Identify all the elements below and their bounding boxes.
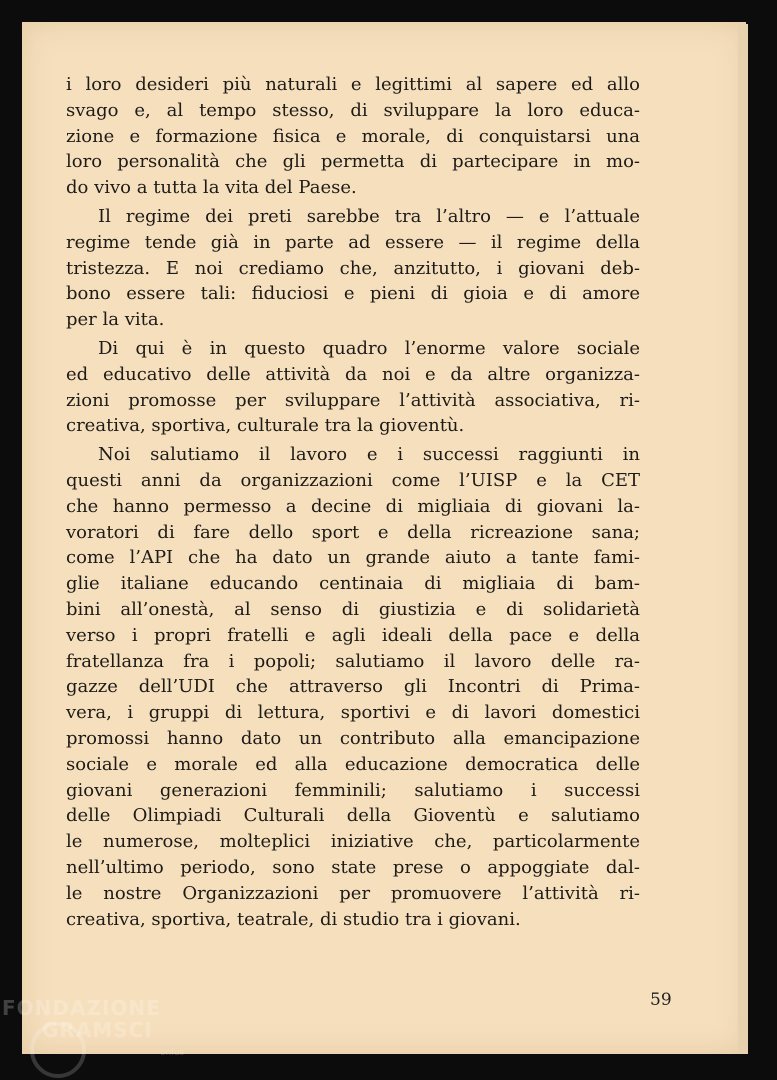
- text-line: nell’ultimo periodo, sono state prese o appoggiate dal-: [66, 856, 640, 878]
- text-line: giovani generazioni femminili; salutiamo i successi: [66, 779, 640, 801]
- page-number: 59: [650, 990, 672, 1010]
- text-line: ed educativo delle attività da noi e da altre organizza-: [66, 363, 640, 385]
- text-line: che hanno permesso a decine di migliaia di giovani la-: [66, 495, 640, 517]
- text-line: Noi salutiamo il lavoro e i successi raggiunti in: [98, 444, 640, 466]
- text-line: creativa, sportiva, culturale tra la gioventù.: [66, 415, 465, 437]
- text-line: le numerose, molteplici iniziative che, particolarmente: [66, 831, 640, 853]
- text-line: regime tende già in parte ad essere — il regime della: [66, 231, 640, 253]
- text-line: bono essere tali: fiduciosi e pieni di gioia e di amore: [66, 283, 640, 305]
- paragraph: [66, 442, 640, 932]
- watermark-line2: GRAMSCI: [42, 1018, 153, 1042]
- text-line: per la vita.: [66, 309, 165, 331]
- text-line: promossi hanno dato un contributo alla emancipazione: [66, 727, 640, 749]
- watermark-line1: FONDAZIONE: [2, 996, 161, 1020]
- text-line: glie italiane educando centinaia di migliaia di bam-: [66, 573, 640, 595]
- text-line: questi anni da organizzazioni come l’UISP e la CET: [66, 469, 640, 491]
- text-line: come l’API che ha dato un grande aiuto a tante fami-: [66, 547, 640, 569]
- text-line: tristezza. E noi crediamo che, anzitutto, i giovani deb-: [66, 257, 640, 279]
- text-line: gazze dell’UDI che attraverso gli Incontri di Prima-: [66, 676, 640, 698]
- text-line: zioni promosse per sviluppare l’attività associativa, ri-: [66, 389, 640, 411]
- text-line: bini all’onestà, al senso di giustizia e di solidarietà: [66, 598, 640, 620]
- text-line: sociale e morale ed alla educazione democratica delle: [66, 753, 640, 775]
- text-line: fratellanza fra i popoli; salutiamo il lavoro delle ra-: [66, 650, 640, 672]
- text-line: Di qui è in questo quadro l’enorme valore sociale: [98, 337, 640, 359]
- text-line: vera, i gruppi di lettura, sportivi e di lavori domestici: [66, 702, 640, 724]
- text-line: loro personalità che gli permetta di partecipare in mo-: [66, 151, 640, 173]
- watermark-logo: [2, 996, 202, 1076]
- text-line: svago e, al tempo stesso, di sviluppare la loro educa-: [66, 99, 640, 121]
- page-edge: [738, 24, 748, 1054]
- text-line: voratori di fare dello sport e della ricreazione sana;: [66, 521, 640, 543]
- text-line: le nostre Organizzazioni per promuovere l’attività ri-: [66, 882, 640, 904]
- text-line: i loro desideri più naturali e legittimi al sapere ed allo: [66, 74, 640, 95]
- text-line: do vivo a tutta la vita del Paese.: [66, 177, 357, 199]
- watermark-line3: onlus: [160, 1048, 185, 1058]
- text-line: zione e formazione fisica e morale, di conquistarsi una: [66, 125, 640, 147]
- text-line: delle Olimpiadi Culturali della Gioventù e salutiamo: [66, 805, 640, 827]
- paragraph: [66, 336, 640, 439]
- paragraph: [66, 72, 640, 201]
- body-text: [66, 72, 640, 935]
- paragraph: [66, 204, 640, 333]
- text-line: Il regime dei preti sarebbe tra l’altro — e l’attuale: [98, 205, 640, 227]
- text-line: creativa, sportiva, teatrale, di studio tra i giovani.: [66, 908, 521, 930]
- text-line: verso i propri fratelli e agli ideali della pace e della: [66, 624, 640, 646]
